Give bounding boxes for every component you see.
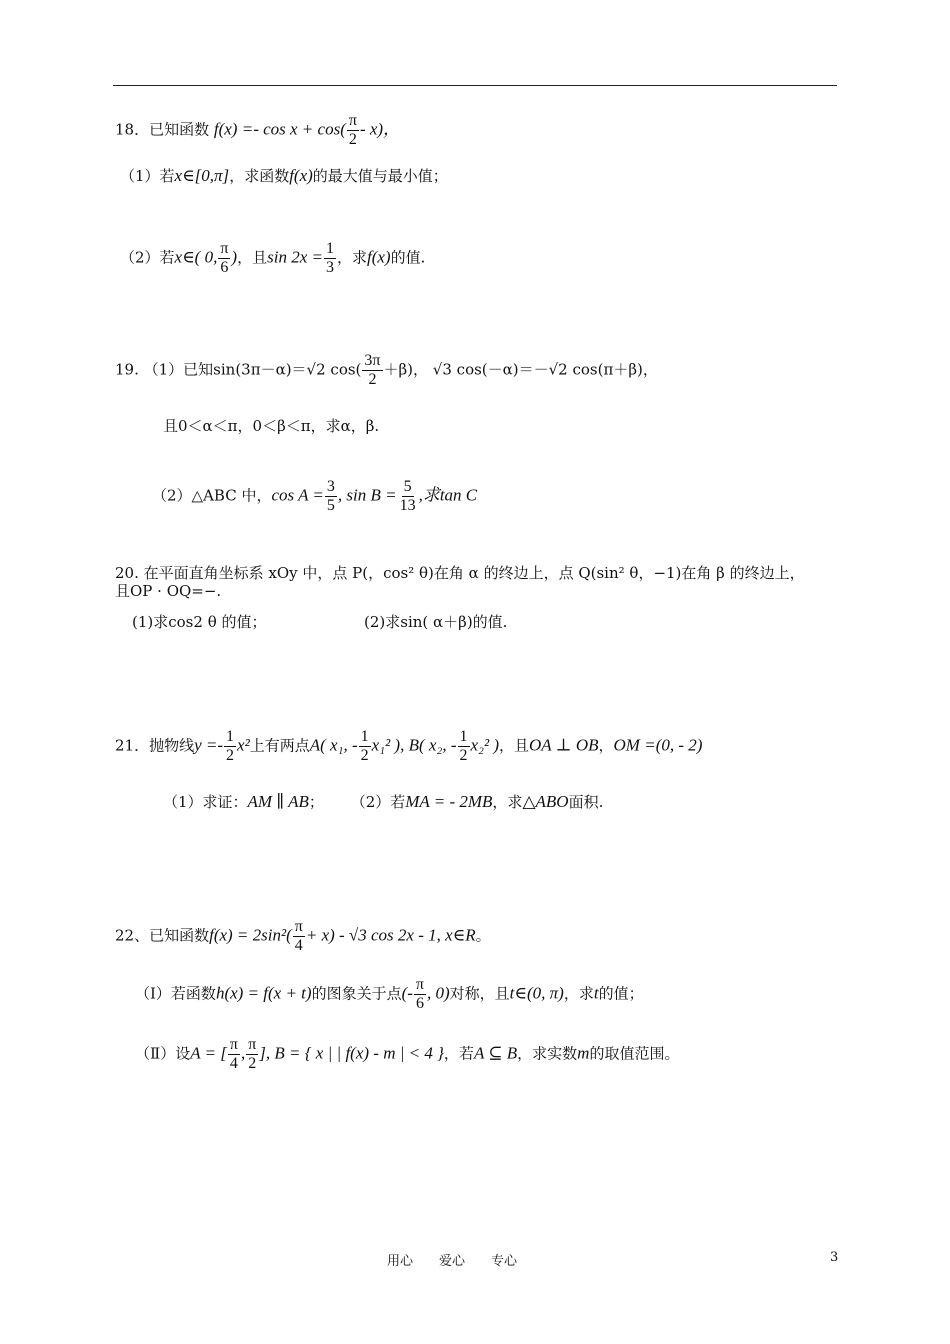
q20-line2: 且OP · OQ=−. xyxy=(115,582,222,600)
q21-line1: 21．抛物线y =- $\frac{1}{2}$ x²上有两点A( x₁, - $\frac{1}{2}$ x₁² ), B( x₂, - $\frac{1}{2}$ x₂² )，且OA ⊥ OB，OM =(0, - 2) xyxy=(115,728,703,764)
q19-line2: 且0＜α＜π，0＜β＜π，求α，β. xyxy=(163,417,380,435)
q18-line xyxy=(115,112,400,149)
q18-part1: （1）若x∈[0,π]，求函数f(x)的最大值与最小值； xyxy=(120,166,448,185)
q20-part2: (2)求sin( α＋β)的值. xyxy=(364,613,508,631)
q22-line1: 22、已知函数f(x) = 2sin²( $\frac{\pi}{4}$ + x) - √3 cos 2x - 1, x∈R。 xyxy=(115,918,491,954)
q18-frac: $\frac{\pi}{2}$ xyxy=(348,112,357,148)
q18-stem: 18．已知函数 xyxy=(115,120,210,139)
q22-part1: （Ⅰ）若函数h(x) = f(x + t)的图象关于点(- $\frac{\pi}{6}$ , 0)对称，且t∈(0, π)，求t的值； xyxy=(135,976,644,1012)
q18-tail: - x)， xyxy=(359,119,401,139)
q18-func: f(x) =- cos x + cos( xyxy=(213,119,346,139)
q22-part2: （Ⅱ）设A = [ $\frac{\pi}{4}$ , $\frac{\pi}{2}$ ], B = { x | | f(x) - m | < 4 }，若A ⊆ B，求实数m的取值范围。 xyxy=(135,1036,680,1072)
q20-line1: 20. 在平面直角坐标系 xOy 中，点 P(，cos² θ)在角 α 的终边上，点 Q(sin² θ，−1)在角 β 的终边上， xyxy=(115,564,805,582)
q19-line3: （2）△ABC 中，cos A = $\frac{3}{5}$ , sin B = $\frac{5}{13}$ ,求tan C xyxy=(152,478,478,514)
q20-part1: (1)求cos2 θ 的值； xyxy=(132,613,267,631)
footer-text: 用心 爱心 专心 xyxy=(387,1254,518,1269)
q19-line1: 19. （1）已知sin(3π－α)＝√2 cos( $\frac{3\pi}{2}$ ＋β)， √3 cos(－α)＝－√2 cos(π＋β)， xyxy=(115,352,658,388)
page-number: 3 xyxy=(830,1250,839,1265)
q21-line2: （1）求证：AM ∥ AB； （2）若MA = - 2MB，求△ABO面积. xyxy=(163,792,604,811)
header-rule xyxy=(113,85,837,86)
q18-part2: （2）若x∈( 0, $\frac{\pi}{6}$ )，且sin 2x = $\frac{1}{3}$ ，求f(x)的值. xyxy=(120,240,426,276)
